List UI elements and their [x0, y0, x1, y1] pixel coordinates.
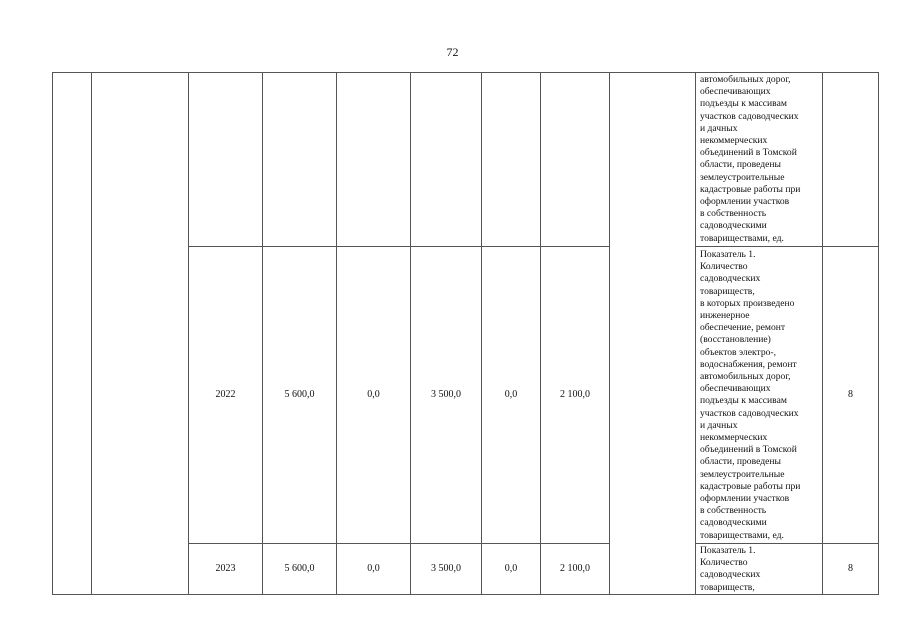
total-amount-cell: 5 600,0 — [284, 389, 315, 400]
year-cell: 2022 — [215, 389, 236, 400]
federal-amount-cell: 0,0 — [367, 563, 380, 574]
indicator-description: Показатель 1. Количество садоводческих товариществ, в которых произведено инженерное обеспечение, ремонт (восстановление) объектов электро-, водоснабжения, ремонт автомобильных дорог, обеспечивающих подъезды к массивам участков садоводческих и дачных некоммерческих объединений в Томской области, проведены землеустроительные кадастровые работы при оформлении участков в собственность садоводческими товариществами, ед. — [700, 249, 801, 541]
table-column-divider — [609, 72, 610, 595]
table-column-divider — [695, 72, 696, 595]
regional-amount-cell: 3 500,0 — [431, 389, 461, 400]
total-amount-cell: 5 600,0 — [284, 563, 315, 574]
other-amount-cell: 2 100,0 — [560, 563, 590, 574]
indicator-value-cell: 8 — [848, 389, 853, 400]
other-amount-cell: 2 100,0 — [560, 389, 590, 400]
table-top-border — [52, 72, 878, 73]
regional-amount-cell: 3 500,0 — [431, 563, 461, 574]
indicator-continuation-text: автомобильных дорог, обеспечивающих подъезды к массивам участков садоводческих и дачных некоммерческих объединений в Томской области, проведены землеустроительные кадастровые работы при оформлении участков в собственность садоводческими товариществами, ед. — [700, 74, 801, 244]
table-column-divider — [91, 72, 92, 595]
indicator-description: Показатель 1. Количество садоводческих товариществ, — [700, 545, 761, 593]
table-column-divider — [878, 72, 879, 595]
local-amount-cell: 0,0 — [504, 563, 518, 574]
indicator-value-cell: 8 — [848, 563, 853, 574]
table-bottom-border — [52, 594, 878, 595]
year-cell: 2023 — [215, 563, 236, 574]
federal-amount-cell: 0,0 — [367, 389, 380, 400]
table-column-divider — [52, 72, 53, 595]
page-number: 72 — [446, 45, 459, 59]
local-amount-cell: 0,0 — [504, 389, 518, 400]
